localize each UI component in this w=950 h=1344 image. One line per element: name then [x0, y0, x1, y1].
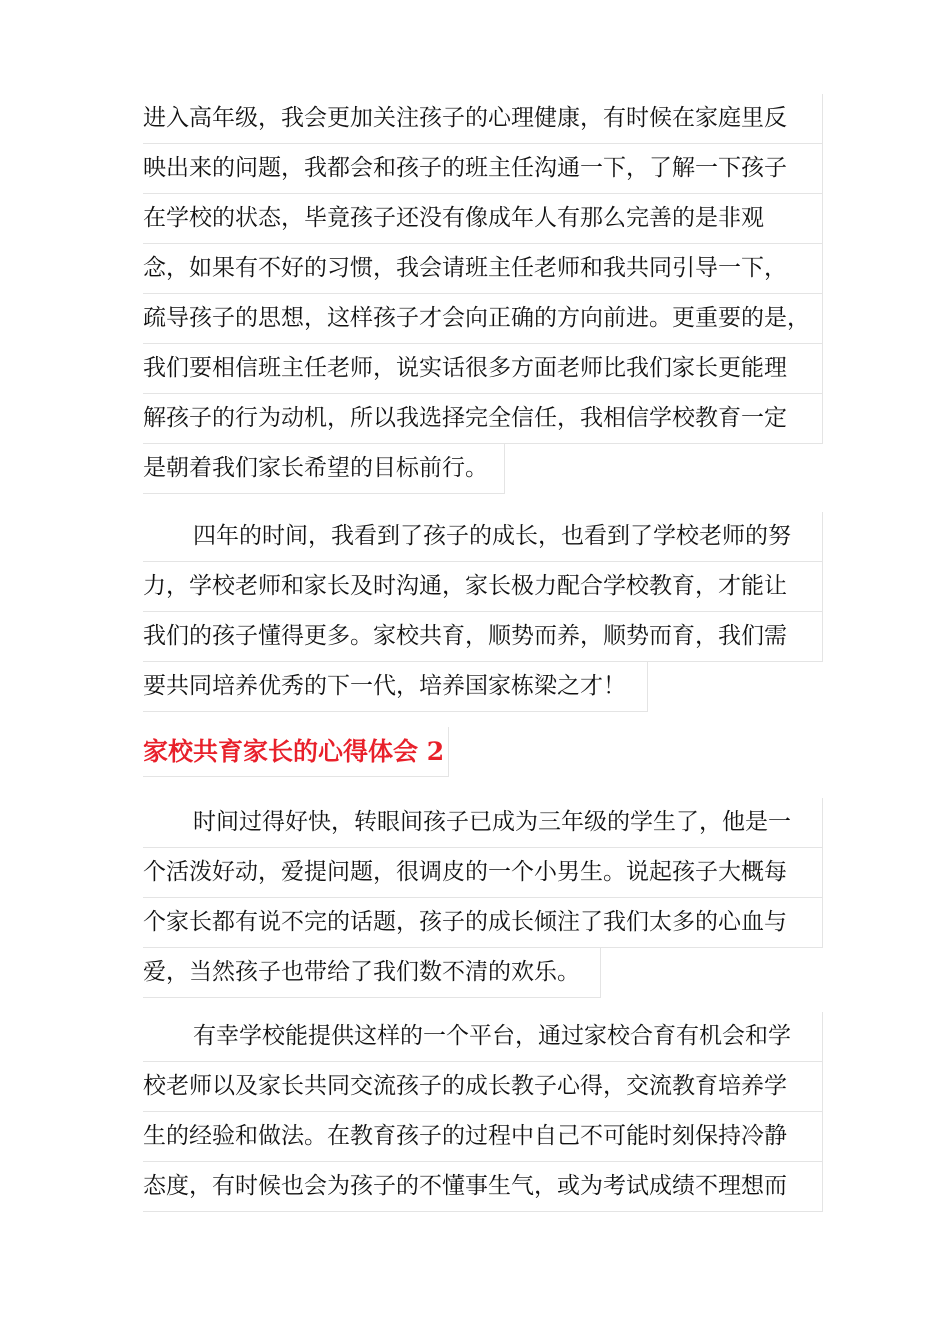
- text-line: 力，学校老师和家长及时沟通，家长极力配合学校教育，才能让: [143, 562, 823, 612]
- paragraph-2: [143, 512, 823, 712]
- text-line: 要共同培养优秀的下一代，培养国家栋梁之才！: [143, 662, 648, 712]
- text-line: 有幸学校能提供这样的一个平台，通过家校合育有机会和学: [143, 1012, 823, 1062]
- paragraph-3: [143, 798, 823, 998]
- text-line: 解孩子的行为动机，所以我选择完全信任，我相信学校教育一定: [143, 394, 823, 444]
- text-line: 个活泼好动，爱提问题，很调皮的一个小男生。说起孩子大概每: [143, 848, 823, 898]
- text-line: 进入高年级，我会更加关注孩子的心理健康，有时候在家庭里反: [143, 94, 823, 144]
- text-line: 个家长都有说不完的话题，孩子的成长倾注了我们太多的心血与: [143, 898, 823, 948]
- text-line: 生的经验和做法。在教育孩子的过程中自己不可能时刻保持冷静: [143, 1112, 823, 1162]
- section-heading: 家校共育家长的心得体会 2: [143, 727, 449, 777]
- text-line: 在学校的状态，毕竟孩子还没有像成年人有那么完善的是非观: [143, 194, 823, 244]
- text-line: 时间过得好快，转眼间孩子已成为三年级的学生了，他是一: [143, 798, 823, 848]
- text-line: 态度，有时候也会为孩子的不懂事生气，或为考试成绩不理想而: [143, 1162, 823, 1212]
- text-line: 我们的孩子懂得更多。家校共育，顺势而养，顺势而育，我们需: [143, 612, 823, 662]
- text-line: 我们要相信班主任老师，说实话很多方面老师比我们家长更能理: [143, 344, 823, 394]
- text-line: 念，如果有不好的习惯，我会请班主任老师和我共同引导一下，: [143, 244, 823, 294]
- text-line: 映出来的问题，我都会和孩子的班主任沟通一下，了解一下孩子: [143, 144, 823, 194]
- text-line: 爱，当然孩子也带给了我们数不清的欢乐。: [143, 948, 601, 998]
- text-line: 疏导孩子的思想，这样孩子才会向正确的方向前进。更重要的是，: [143, 294, 823, 344]
- paragraph-4: [143, 1012, 823, 1212]
- text-line: 校老师以及家长共同交流孩子的成长教子心得，交流教育培养学: [143, 1062, 823, 1112]
- paragraph-1: [143, 94, 823, 494]
- text-line: 是朝着我们家长希望的目标前行。: [143, 444, 505, 494]
- text-line: 四年的时间，我看到了孩子的成长，也看到了学校老师的努: [143, 512, 823, 562]
